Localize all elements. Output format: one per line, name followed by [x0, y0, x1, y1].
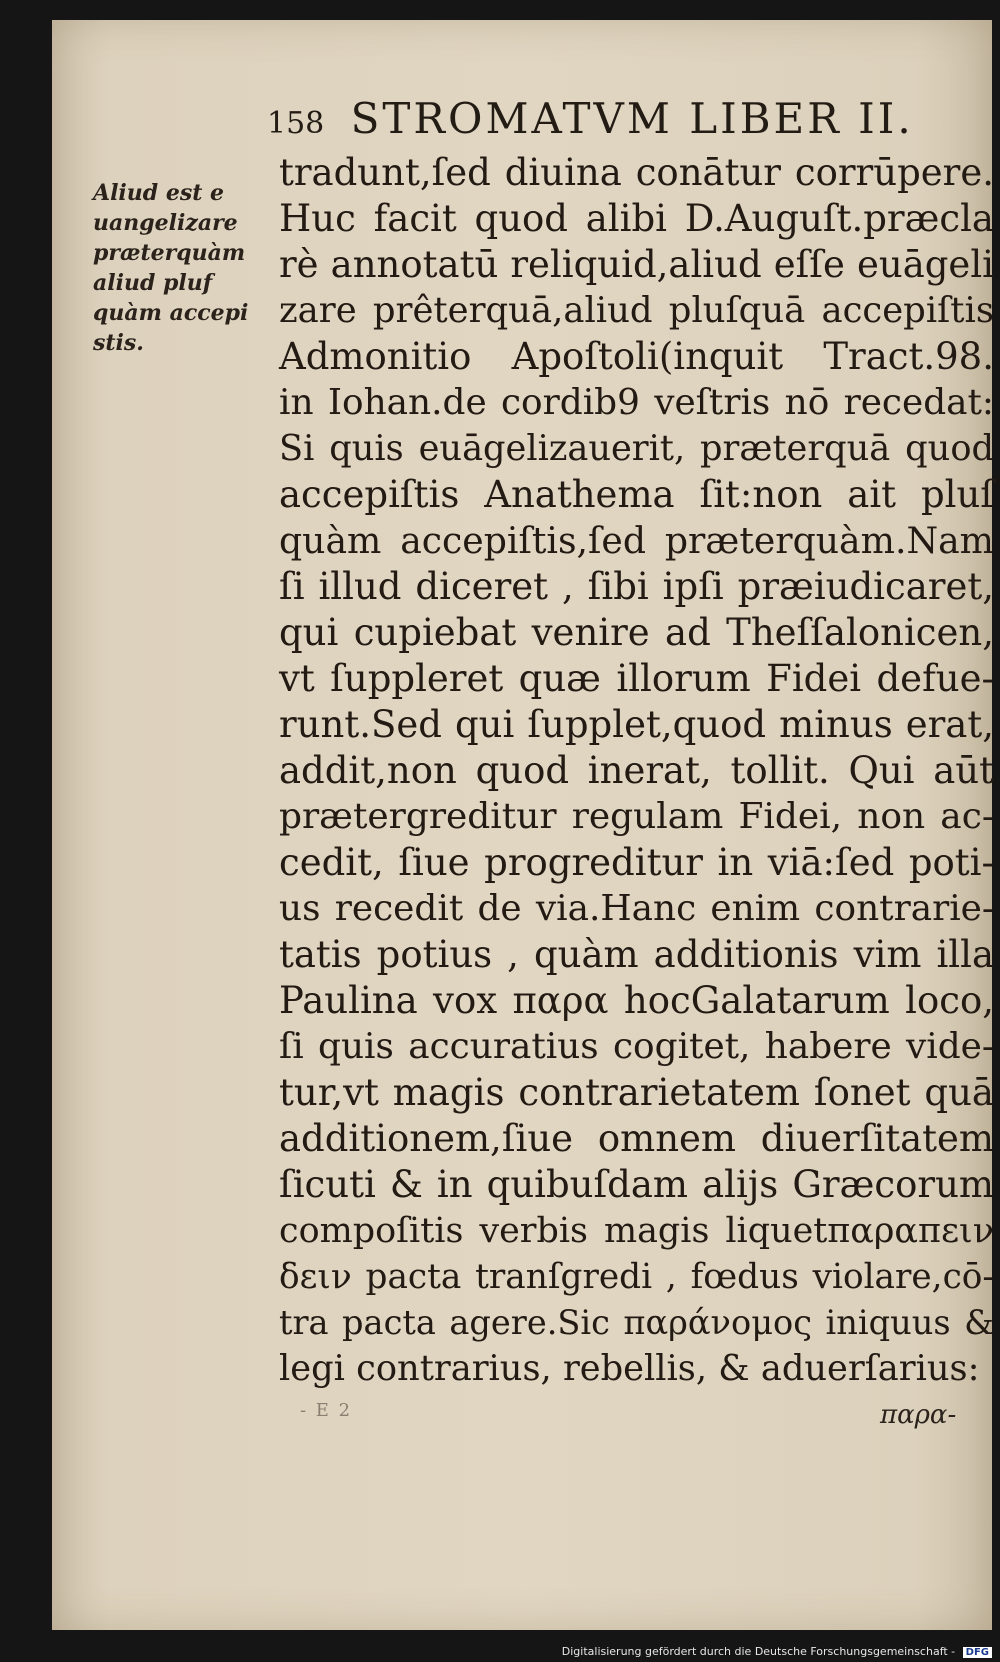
text-line: in Iohan.de cordib9 veſtris nō recedat: — [279, 382, 994, 423]
footer-text: Digitalisierung gefördert durch die Deutsche Forschungsgemeinschaft - — [561, 1645, 956, 1658]
signature-mark: - E 2 — [300, 1400, 353, 1421]
text-line: compoſitis verbis magis liquetπαραπειν — [279, 1211, 994, 1251]
digitization-footer — [562, 1645, 992, 1658]
text-line: qui cupiebat venire ad Theſſalonicen, — [279, 611, 994, 654]
margin-line: stis. — [93, 330, 144, 356]
text-line: rè annotatū reliquid,aliud eſſe euāgeli — [279, 243, 994, 286]
text-line: ſi illud diceret , ſibi ipſi præiudicaret, — [279, 565, 994, 608]
text-line: legi contrarius, rebellis, & aduerſarius: — [279, 1348, 980, 1389]
text-line: prætergreditur regulam Fidei, non ac- — [279, 796, 994, 837]
text-line: tur,vt magis contrarietatem ſonet quā — [279, 1071, 994, 1114]
catchword: παρα- — [880, 1400, 957, 1430]
main-text-block — [279, 150, 994, 1392]
text-line: cedit, ſiue progreditur in viā:ſed poti- — [279, 841, 994, 884]
text-line: us recedit de via.Hanc enim contrarie- — [279, 888, 994, 929]
dfg-logo: DFG — [963, 1647, 992, 1658]
marginal-note — [93, 178, 279, 358]
text-line: runt.Sed qui ſupplet,quod minus erat, — [279, 703, 994, 746]
text-line: tatis potius , quàm additionis vim illa — [279, 933, 994, 976]
margin-line: Aliud est e — [93, 180, 225, 206]
text-line: tra pacta agere.Sic παράνομος iniquus & — [279, 1303, 994, 1342]
text-line: vt ſuppleret quæ illorum Fidei defue- — [279, 657, 994, 700]
margin-line: aliud pluf — [93, 270, 213, 296]
text-line: Admonitio Apoſtoli(inquit Tract.98. — [279, 335, 994, 378]
text-line: Si quis euāgelizauerit, præterquā quod — [279, 428, 994, 469]
margin-line: uangelizare — [93, 210, 238, 236]
text-line: ſi quis accuratius cogitet, habere vide- — [279, 1026, 994, 1067]
text-line: tradunt,ſed diuina conātur corrūpere. — [279, 151, 994, 194]
text-line: additionem,ſiue omnem diuerſitatem — [279, 1117, 994, 1160]
text-line: zare prêterquā,aliud pluſquā accepiſtis — [279, 290, 994, 331]
page-number: 158 — [267, 106, 325, 141]
margin-line: præterquàm — [93, 240, 246, 266]
text-line: Paulina vox παρα hocGalatarum loco, — [279, 979, 994, 1022]
text-line: δειν pacta tranſgredi , fœdus violare,cō- — [279, 1257, 994, 1297]
text-line: Huc facit quod alibi D.Auguſt.præcla — [279, 197, 994, 240]
text-line: quàm accepiſtis,ſed præterquàm.Nam — [279, 519, 994, 562]
text-line: accepiſtis Anathema ſit:non ait pluſ — [279, 473, 994, 516]
text-line: ſicuti & in quibuſdam alijs Græcorum — [279, 1163, 994, 1206]
running-header — [267, 94, 997, 143]
text-line: addit,non quod inerat, tollit. Qui aūt — [279, 749, 994, 792]
margin-line: quàm accepi — [93, 300, 249, 326]
running-title: STROMATVM LIBER II. — [350, 94, 914, 143]
